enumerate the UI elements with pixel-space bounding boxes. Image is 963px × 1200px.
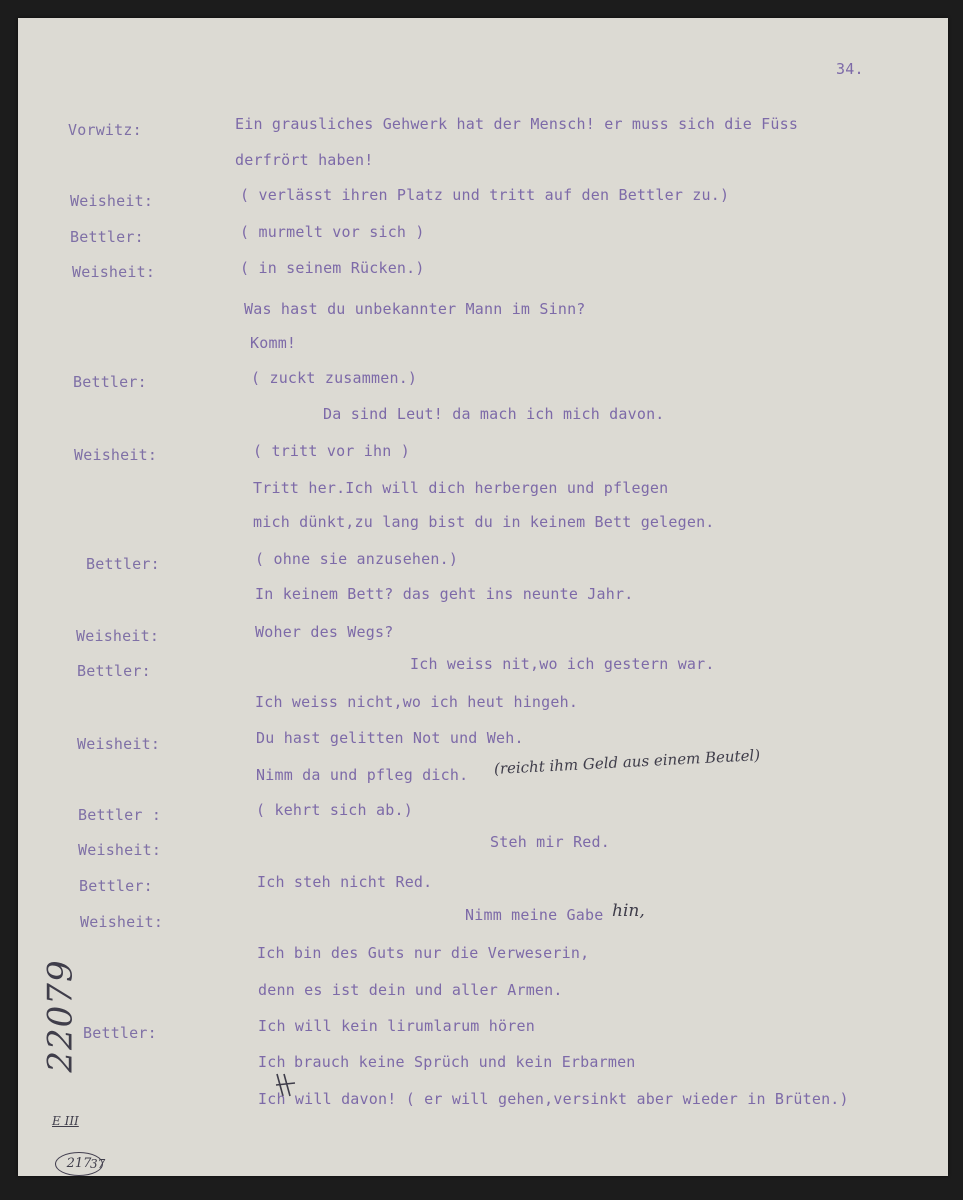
speaker-label: Bettler: (70, 228, 144, 246)
stage-direction: ( verlässt ihren Platz und tritt auf den Bettler zu.) (240, 186, 730, 204)
circle-suffix: 37 (90, 1157, 106, 1171)
speaker-label: Bettler: (73, 373, 147, 391)
dialogue-line: Ich weiss nit,wo ich gestern war. (410, 655, 715, 673)
speaker-label: Weisheit: (80, 913, 164, 931)
dialogue-line: Steh mir Red. (490, 833, 610, 851)
document-page (18, 18, 948, 1176)
dialogue-line: Was hast du unbekannter Mann im Sinn? (244, 300, 586, 318)
handwritten-annotation: (reicht ihm Geld aus einem Beutel) (493, 746, 761, 778)
archive-mark: E III (52, 1114, 79, 1128)
dialogue-line: In keinem Bett? das geht ins neunte Jahr. (255, 585, 634, 603)
dialogue-line: Da sind Leut! da mach ich mich davon. (323, 405, 665, 423)
dialogue-line: Du hast gelitten Not und Weh. (256, 729, 524, 747)
dialogue-line: Ein grausliches Gehwerk hat der Mensch! er muss sich die Füss (235, 115, 799, 133)
stage-direction: ( in seinem Rücken.) (240, 259, 425, 277)
speaker-label: Weisheit: (72, 263, 156, 281)
speaker-label: Bettler: (86, 555, 160, 573)
speaker-label: Bettler : (78, 806, 162, 824)
dialogue-line: Tritt her.Ich will dich herbergen und pflegen (253, 479, 669, 497)
dialogue-line: Komm! (250, 334, 297, 352)
speaker-label: Weisheit: (70, 192, 154, 210)
handwritten-archive-number: 22079 (40, 959, 81, 1073)
dialogue-line: Nimm meine Gabe (465, 906, 604, 924)
speaker-label: Weisheit: (76, 627, 160, 645)
dialogue-line: Nimm da und pfleg dich. (256, 766, 469, 784)
speaker-label: Bettler: (83, 1024, 157, 1042)
dialogue-line: brauch keine Sprüch und kein Erbarmen (294, 1053, 636, 1071)
dialogue-line: derfrört haben! (235, 151, 374, 169)
handwritten-insertion: hin, (612, 901, 645, 921)
stage-direction: Ich will davon! ( er will gehen,versinkt aber wieder in Brüten.) (258, 1090, 849, 1108)
speaker-label: Weisheit: (78, 841, 162, 859)
struck-word: Ich (258, 1053, 286, 1071)
dialogue-line: Woher des Wegs? (255, 623, 394, 641)
speaker-label: Bettler: (77, 662, 151, 680)
speaker-label: Vorwitz: (68, 121, 142, 139)
speaker-label: Weisheit: (77, 735, 161, 753)
page-number: 34. (836, 60, 864, 78)
stage-direction: ( zuckt zusammen.) (251, 369, 418, 387)
stage-direction: ( ohne sie anzusehen.) (255, 550, 459, 568)
dialogue-line: Ich will kein lirumlarum hören (258, 1017, 535, 1035)
stage-direction: ( murmelt vor sich ) (240, 223, 425, 241)
dialogue-line: denn es ist dein und aller Armen. (258, 981, 563, 999)
stage-direction: ( tritt vor ihn ) (253, 442, 410, 460)
speaker-label: Weisheit: (74, 446, 158, 464)
dialogue-line: Ich steh nicht Red. (257, 873, 433, 891)
dialogue-line: Ich bin des Guts nur die Verweserin, (257, 944, 590, 962)
dialogue-line: mich dünkt,zu lang bist du in keinem Bett gelegen. (253, 513, 715, 531)
stage-direction: ( kehrt sich ab.) (256, 801, 413, 819)
circled-number: 217 (55, 1152, 103, 1176)
dialogue-line: Ich weiss nicht,wo ich heut hingeh. (255, 693, 579, 711)
speaker-label: Bettler: (79, 877, 153, 895)
